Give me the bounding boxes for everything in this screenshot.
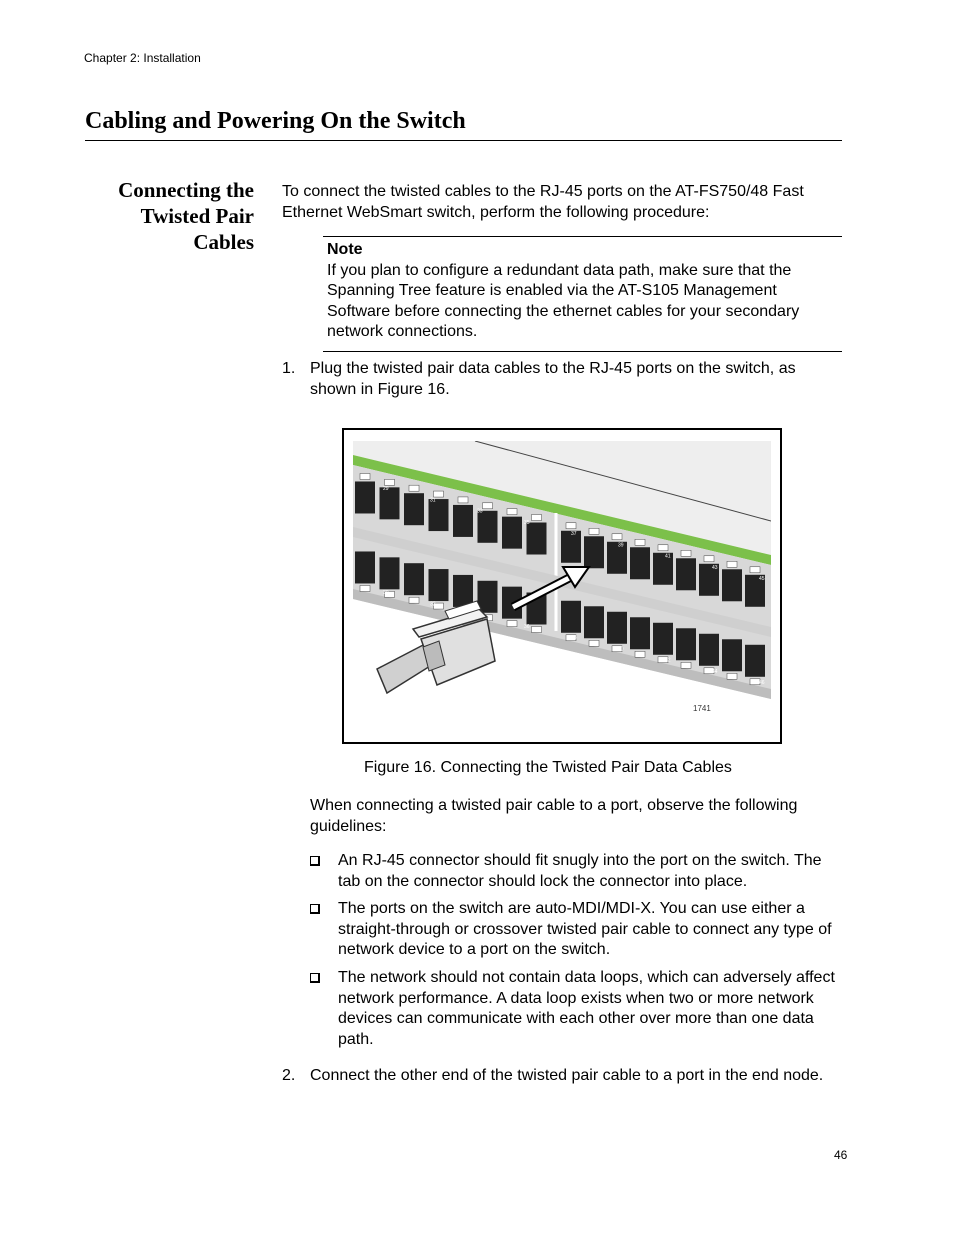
guideline-item: [310, 899, 845, 961]
port-led: [507, 509, 517, 515]
rj45-port: [355, 481, 375, 513]
step-1: [282, 359, 847, 401]
subsection-heading-line1: Connecting the: [118, 178, 254, 202]
port-label: 39: [618, 542, 624, 549]
port-label: 29: [383, 486, 389, 493]
rj45-port: [404, 493, 424, 525]
rj45-port: [607, 612, 627, 644]
rj45-port: [630, 617, 650, 649]
port-led: [727, 673, 737, 679]
figure-caption: Figure 16. Connecting the Twisted Pair Data Cables: [364, 759, 732, 776]
intro-paragraph: To connect the twisted cables to the RJ-45 ports on the AT-FS750/48 Fast Ethernet WebSmart switch, perform the following procedure:: [282, 183, 804, 221]
guideline-item: [310, 851, 845, 893]
note-box: [323, 236, 842, 352]
port-label: 35: [524, 519, 530, 526]
rj45-port: [502, 517, 522, 549]
guidelines-intro: When connecting a twisted pair cable to a port, observe the following guidelines:: [310, 797, 798, 835]
rj45-port: [453, 575, 473, 607]
port-label: 36: [524, 623, 530, 630]
port-label: 43: [712, 564, 718, 571]
guideline-text: The network should not contain data loops, which can adversely affect network performance. A data loop exists when two or more network devices can communicate with each other over more than one data path.: [338, 969, 835, 1048]
port-led: [589, 528, 599, 534]
rj45-port: [429, 499, 449, 531]
port-label: 38: [571, 635, 577, 642]
port-led: [360, 473, 370, 479]
port-led: [434, 491, 444, 497]
subsection-heading: [84, 177, 254, 255]
section-title: Cabling and Powering On the Switch: [85, 108, 466, 134]
port-label: 41: [665, 553, 671, 560]
rj45-port: [630, 547, 650, 579]
port-led: [532, 515, 542, 521]
port-led: [409, 597, 419, 603]
port-led: [385, 479, 395, 485]
subsection-heading-line2: Twisted Pair: [140, 204, 254, 228]
port-label: 30: [383, 590, 389, 597]
rj45-port: [653, 623, 673, 655]
note-label: Note: [327, 241, 363, 258]
port-led: [612, 534, 622, 540]
port-led: [360, 585, 370, 591]
rj45-port: [745, 645, 765, 677]
port-label: 45: [759, 576, 765, 583]
port-led: [507, 621, 517, 627]
step-2: [282, 1066, 847, 1108]
port-led: [681, 662, 691, 668]
guideline-text: The ports on the switch are auto-MDI/MDI-X. You can use either a straight-through or crossover twisted pair cable to connect any type of network device to a port on the switch.: [338, 900, 832, 958]
port-label: 44: [712, 668, 718, 675]
rj45-port: [561, 601, 581, 633]
page-number: 46: [834, 1148, 848, 1162]
figure-id-label: 1741: [693, 704, 711, 711]
port-label: 46: [759, 680, 765, 687]
port-label: 40: [618, 646, 624, 653]
step-number: 2.: [282, 1067, 296, 1084]
port-label: 37: [571, 531, 577, 538]
rj45-port: [722, 639, 742, 671]
rj45-port: [355, 551, 375, 583]
port-led: [635, 539, 645, 545]
rj45-port: [584, 606, 604, 638]
rj45-port: [699, 634, 719, 666]
guideline-item: [310, 968, 845, 1050]
port-label: 33: [477, 508, 483, 515]
rj45-port: [584, 536, 604, 568]
step-text: Plug the twisted pair data cables to the RJ-45 ports on the switch, as shown in Figure 16.: [310, 360, 796, 398]
checkbox-bullet-icon: [310, 856, 320, 866]
port-led: [635, 651, 645, 657]
port-led: [409, 485, 419, 491]
subsection-heading-line3: Cables: [193, 230, 254, 254]
figure-16: [342, 428, 782, 744]
rj45-port: [453, 505, 473, 537]
rj45-port: [676, 628, 696, 660]
port-led: [483, 503, 493, 509]
port-led: [750, 567, 760, 573]
step-text: Connect the other end of the twisted pair cable to a port in the end node.: [310, 1067, 824, 1084]
port-led: [589, 640, 599, 646]
switch-port-illustration: [353, 441, 771, 711]
rj45-port: [429, 569, 449, 601]
checkbox-bullet-icon: [310, 973, 320, 983]
rj45-port: [676, 558, 696, 590]
note-text: If you plan to configure a redundant data path, make sure that the Spanning Tree feature is enabled via the AT-S105 Management Software before connecting the ethernet cables for your secondary network connections.: [327, 261, 800, 340]
running-header: Chapter 2: Installation: [84, 51, 201, 65]
port-label: 32: [430, 601, 436, 608]
rj45-port: [380, 557, 400, 589]
port-led: [458, 497, 468, 503]
port-led: [532, 627, 542, 633]
step-number: 1.: [282, 360, 296, 377]
checkbox-bullet-icon: [310, 904, 320, 914]
port-led: [704, 556, 714, 562]
port-label: 42: [665, 657, 671, 664]
guideline-text: An RJ-45 connector should fit snugly into the port on the switch. The tab on the connector should lock the connector into place.: [338, 852, 822, 890]
port-led: [681, 550, 691, 556]
port-led: [727, 561, 737, 567]
port-led: [658, 545, 668, 551]
port-label: 31: [430, 497, 436, 504]
rj45-port: [722, 569, 742, 601]
title-rule: [85, 140, 842, 141]
rj45-port: [404, 563, 424, 595]
port-led: [566, 523, 576, 529]
rj45-port: [607, 542, 627, 574]
rj45-port: [527, 523, 547, 555]
